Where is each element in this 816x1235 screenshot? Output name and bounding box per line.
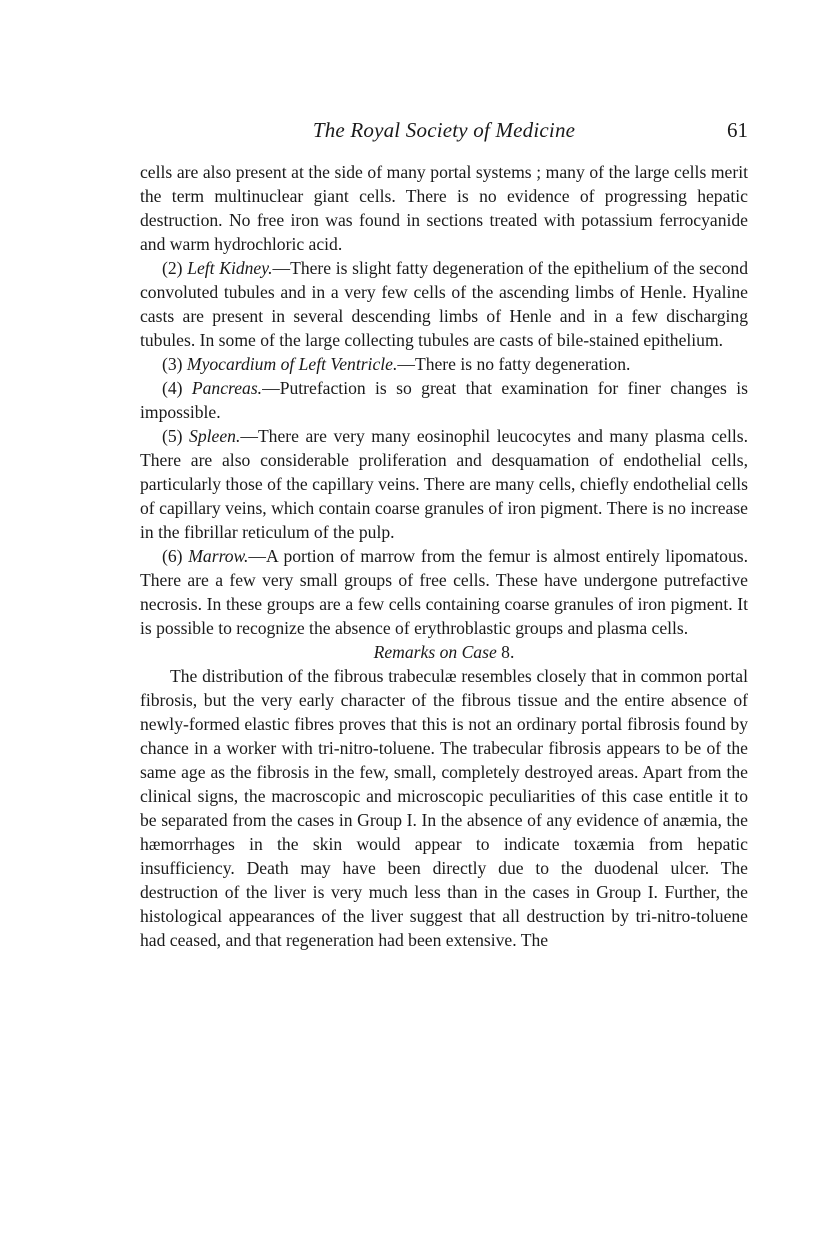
remarks-paragraph: The distribution of the fibrous trabeculæ resembles closely that in common portal fibrosis, but the very early character of the fibrous tissue and the entire absence of newly-formed elastic fibres proves that this is not an ordinary portal fibrosis found by chance in a worker with tri-nitro-toluene. The trabecular fibrosis appears to be of the same age as the fibrosis in the few, small, completely destroyed areas. Apart from the clinical signs, the macroscopic and microscopic peculiarities of this case entitle it to be separated from the cases in Group I. In the absence of any evidence of anæmia, the hæmorrhages in the skin would appear to indicate toxæmia from hepatic insufficiency. Death may have been directly due to the duodenal ulcer. The destruction of the liver is very much less than in the cases in Group I. Further, the histological appearances of the liver suggest that all destruction by tri-nitro-toluene had ceased, and that regeneration had been extensive. The	[140, 666, 748, 950]
item-number: (2)	[162, 258, 183, 278]
finding-pancreas	[140, 376, 748, 424]
item-number: (3)	[162, 354, 183, 374]
finding-spleen	[140, 424, 748, 544]
section-heading-text: Remarks on Case	[373, 642, 497, 662]
item-heading: Spleen.	[189, 426, 241, 446]
item-heading: Left Kidney.	[187, 258, 273, 278]
item-number: (5)	[162, 426, 183, 446]
finding-marrow	[140, 544, 748, 640]
item-heading: Marrow.	[188, 546, 249, 566]
section-heading-number: 8.	[501, 642, 515, 662]
item-number: (4)	[162, 378, 183, 398]
item-text: —There are very many eosinophil leucocytes and many plasma cells. There are also considerable proliferation and desquamation of endothelial cells, particularly those of the capillary veins. There are many cells, chiefly endothelial cells of capillary veins, which contain coarse granules of iron pigment. There is no increase in the fibrillar reticulum of the pulp.	[140, 426, 748, 542]
item-heading: Myocardium of Left Ventricle.	[186, 354, 398, 374]
finding-myocardium	[140, 352, 748, 376]
item-number: (6)	[162, 546, 183, 566]
journal-title: The Royal Society of Medicine	[312, 118, 576, 142]
item-text: —Putrefaction is so great that examination for finer changes is impossible.	[140, 378, 748, 422]
item-text: —A portion of marrow from the femur is almost entirely lipomatous. There are a few very small groups of free cells. These have undergone putrefactive necrosis. In these groups are a few cells containing coarse granules of iron pigment. It is possible to recognize the absence of erythroblastic groups and plasma cells.	[140, 546, 748, 638]
item-text: —There is no fatty degeneration.	[397, 354, 631, 374]
item-text: —There is slight fatty degeneration of the epithelium of the second convoluted tubules and in a very few cells of the ascending limbs of Henle. Hyaline casts are present in several descending limbs of Henle and in a few discharging tubules. In some of the large collecting tubules are casts of bile-stained epithelium.	[140, 258, 749, 350]
item-heading: Pancreas.	[191, 378, 263, 398]
finding-left-kidney	[140, 256, 748, 352]
page-number: 61	[727, 118, 748, 142]
body-text	[140, 160, 748, 952]
continuation-paragraph: cells are also present at the side of many portal systems ; many of the large cells merit the term multinuclear giant cells. There is no evidence of progressing hepatic destruction. No free iron was found in sections treated with potassium ferrocyanide and warm hydrochloric acid.	[140, 162, 748, 254]
section-heading	[140, 640, 748, 664]
running-head	[140, 118, 748, 148]
